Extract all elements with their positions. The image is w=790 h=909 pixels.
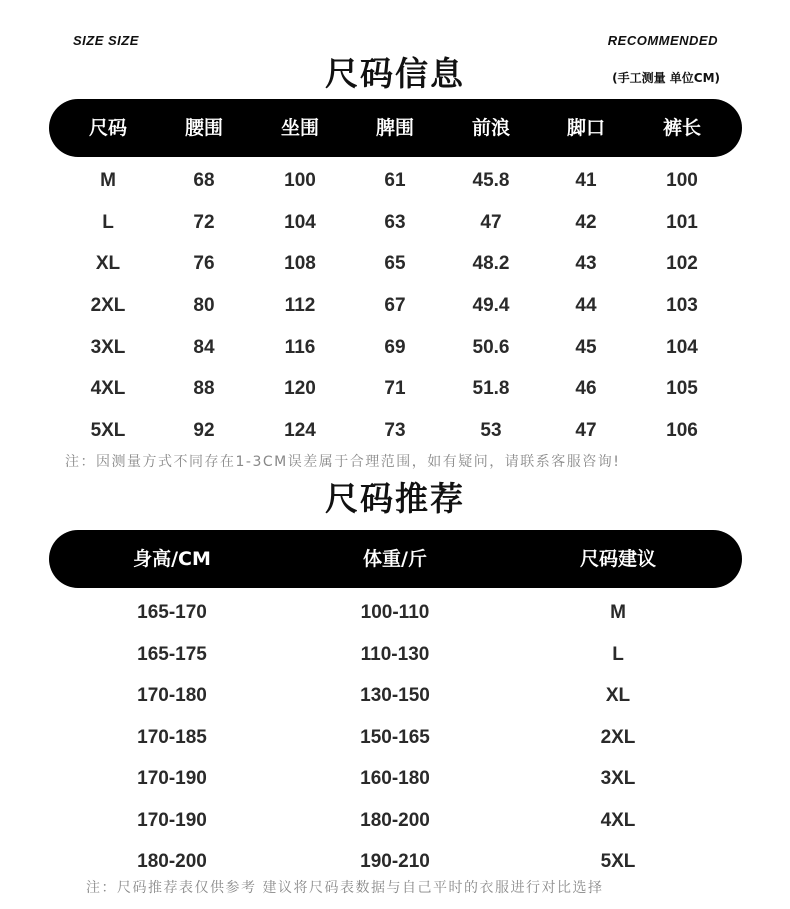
table-cell: 71	[384, 378, 406, 399]
header-cell-height: 身高/CM	[133, 548, 211, 570]
table-cell: M	[100, 170, 116, 191]
header-cell-front-rise: 前浪	[471, 117, 511, 139]
size-label: SIZE SIZE	[73, 33, 139, 48]
size-table-note: 注：因测量方式不同存在1-3CM误差属于合理范围，如有疑问，请联系客服咨询!	[65, 454, 621, 470]
size-info-title: 尺码信息	[325, 54, 465, 93]
table-cell: 76	[193, 253, 215, 274]
table-cell: 150-165	[360, 727, 430, 748]
table-cell: 68	[193, 170, 215, 191]
table-cell: XL	[605, 685, 631, 706]
table-cell: M	[610, 602, 626, 623]
table-cell: 124	[284, 420, 316, 441]
table-cell: L	[612, 644, 624, 665]
table-cell: 165-175	[137, 644, 207, 665]
table-cell: 165-170	[137, 602, 207, 623]
table-cell: 180-200	[137, 851, 207, 872]
table-cell: 100	[666, 170, 698, 191]
table-cell: 101	[666, 212, 698, 233]
table-cell: 65	[384, 253, 406, 274]
table-cell: 51.8	[472, 378, 510, 399]
table-cell: 170-190	[137, 810, 207, 831]
header-cell-thigh: 脾围	[375, 117, 415, 139]
table-cell: 84	[193, 337, 215, 358]
table-cell: 45	[575, 337, 597, 358]
table-cell: 103	[666, 295, 698, 316]
header-cell-length: 裤长	[662, 117, 702, 139]
table-cell: 49.4	[472, 295, 510, 316]
table-cell: 190-210	[360, 851, 430, 872]
table-cell: 108	[284, 253, 316, 274]
recommend-title: 尺码推荐	[325, 479, 465, 518]
header-cell-weight: 体重/斤	[363, 548, 427, 570]
table-cell: 48.2	[472, 253, 510, 274]
table-cell: 102	[666, 253, 698, 274]
recommended-label: RECOMMENDED	[607, 33, 718, 48]
table-cell: 50.6	[472, 337, 510, 358]
table-cell: 106	[666, 420, 698, 441]
table-cell: 69	[384, 337, 406, 358]
table-cell: 170-185	[137, 727, 207, 748]
table-cell: 105	[666, 378, 698, 399]
table-cell: 45.8	[472, 170, 510, 191]
table-cell: 100	[284, 170, 316, 191]
table-cell: 4XL	[600, 810, 636, 831]
table-cell: 3XL	[90, 337, 126, 358]
header-cell-hip: 坐围	[280, 117, 320, 139]
table-cell: 5XL	[90, 420, 126, 441]
recommend-note: 注：尺码推荐表仅供参考 建议将尺码表数据与自己平时的衣服进行对比选择	[86, 880, 604, 896]
table-cell: 41	[575, 170, 597, 191]
table-cell: 42	[575, 212, 597, 233]
table-cell: 170-190	[137, 768, 207, 789]
table-cell: XL	[95, 253, 121, 274]
table-cell: 47	[480, 212, 502, 233]
table-cell: 4XL	[90, 378, 126, 399]
table-cell: 3XL	[600, 768, 636, 789]
table-cell: 170-180	[137, 685, 207, 706]
table-cell: 104	[284, 212, 316, 233]
table-cell: 180-200	[360, 810, 430, 831]
table-cell: 120	[284, 378, 316, 399]
table-cell: 61	[384, 170, 406, 191]
header-cell-size-advice: 尺码建议	[579, 548, 657, 570]
table-cell: 110-130	[360, 644, 430, 665]
table-cell: 100-110	[360, 602, 430, 623]
table-cell: 116	[284, 337, 316, 358]
table-cell: 44	[575, 295, 597, 316]
table-cell: 2XL	[90, 295, 126, 316]
header-cell-size: 尺码	[88, 117, 128, 139]
table-cell: 47	[575, 420, 597, 441]
table-cell: 46	[575, 378, 597, 399]
header-cell-leg-opening: 脚口	[566, 117, 606, 139]
table-cell: 72	[193, 212, 215, 233]
table-cell: 2XL	[600, 727, 636, 748]
table-cell: 43	[575, 253, 597, 274]
table-cell: 160-180	[360, 768, 430, 789]
table-cell: 53	[480, 420, 502, 441]
table-cell: 130-150	[360, 685, 430, 706]
table-cell: 73	[384, 420, 406, 441]
table-cell: L	[102, 212, 114, 233]
table-cell: 92	[193, 420, 215, 441]
header-cell-waist: 腰围	[184, 117, 224, 139]
table-cell: 80	[193, 295, 215, 316]
table-cell: 67	[384, 295, 406, 316]
table-cell: 63	[384, 212, 406, 233]
unit-note: (手工测量 单位CM)	[612, 71, 720, 85]
table-cell: 112	[284, 295, 316, 316]
table-cell: 5XL	[600, 851, 636, 872]
table-cell: 88	[193, 378, 215, 399]
table-cell: 104	[666, 337, 698, 358]
